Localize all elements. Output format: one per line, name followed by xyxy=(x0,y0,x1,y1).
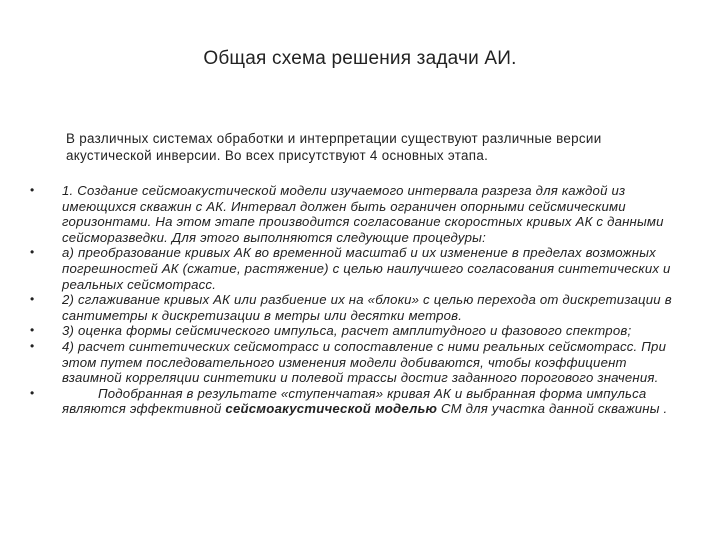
bullet-icon: • xyxy=(30,338,35,353)
list-item xyxy=(30,183,680,245)
intro-paragraph: В различных системах обработки и интерпретации существуют различные версии акустической инверсии. Во всех присутствуют 4 основных этапа. xyxy=(66,131,602,163)
bullet-icon: • xyxy=(30,323,35,338)
bullet-list xyxy=(30,183,680,417)
bullet-icon: • xyxy=(30,183,35,197)
list-item xyxy=(30,292,680,323)
bullet-icon: • xyxy=(30,292,35,307)
list-item-text: 4) расчет синтетических сейсмотрасс и сопоставление с ними реальных сейсмотрасс. При этом путем последовательного изменения модели добиваются, чтобы коэффициент взаимной корреляции синтетики и полевой трассы достиг заданного порогового значения. xyxy=(62,338,667,386)
list-item xyxy=(30,386,680,417)
list-item xyxy=(30,245,680,292)
list-item-text xyxy=(62,386,667,417)
list-item-text: 2) сглаживание кривых АК или разбиение их на «блоки» с целью перехода от дискретизации в сантиметры к дискретизации в метры или десятки метров. xyxy=(62,292,672,323)
text-indent xyxy=(62,386,98,401)
list-item xyxy=(30,323,680,339)
list-item xyxy=(30,339,680,386)
last-item-part1: Подобранная в результате «ступенчатая» кривая АК и выбранная форма импульса являются эффективной xyxy=(62,385,647,417)
last-item-part2: СМ для участка данной скважины . xyxy=(437,401,668,417)
last-item-bold: сейсмоакустической моделью xyxy=(225,401,438,417)
list-item-text: 3) оценка формы сейсмического импульса, расчет амплитудного и фазового спектров; xyxy=(62,323,632,339)
slide-title: Общая схема решения задачи АИ. xyxy=(203,48,517,69)
list-item-text: а) преобразование кривых АК во временной масштаб и их изменение в пределах возможных погрешностей АК (сжатие, растяжение) с целью наилучшего согласования синтетических и реальных сейсмотрасс. xyxy=(62,245,671,292)
bullet-icon: • xyxy=(30,245,35,260)
bullet-icon: • xyxy=(30,385,35,400)
list-item-text: 1. Создание сейсмоакустической модели изучаемого интервала разреза для каждой из имеющихся скважин с АК. Интервал должен быть ограничен опорными сейсмическими горизонтами. На этом этапе производится согласование скоростных кривых АК с данными сейсморазведки. Для этого выполняются следующие процедуры: xyxy=(62,183,664,245)
